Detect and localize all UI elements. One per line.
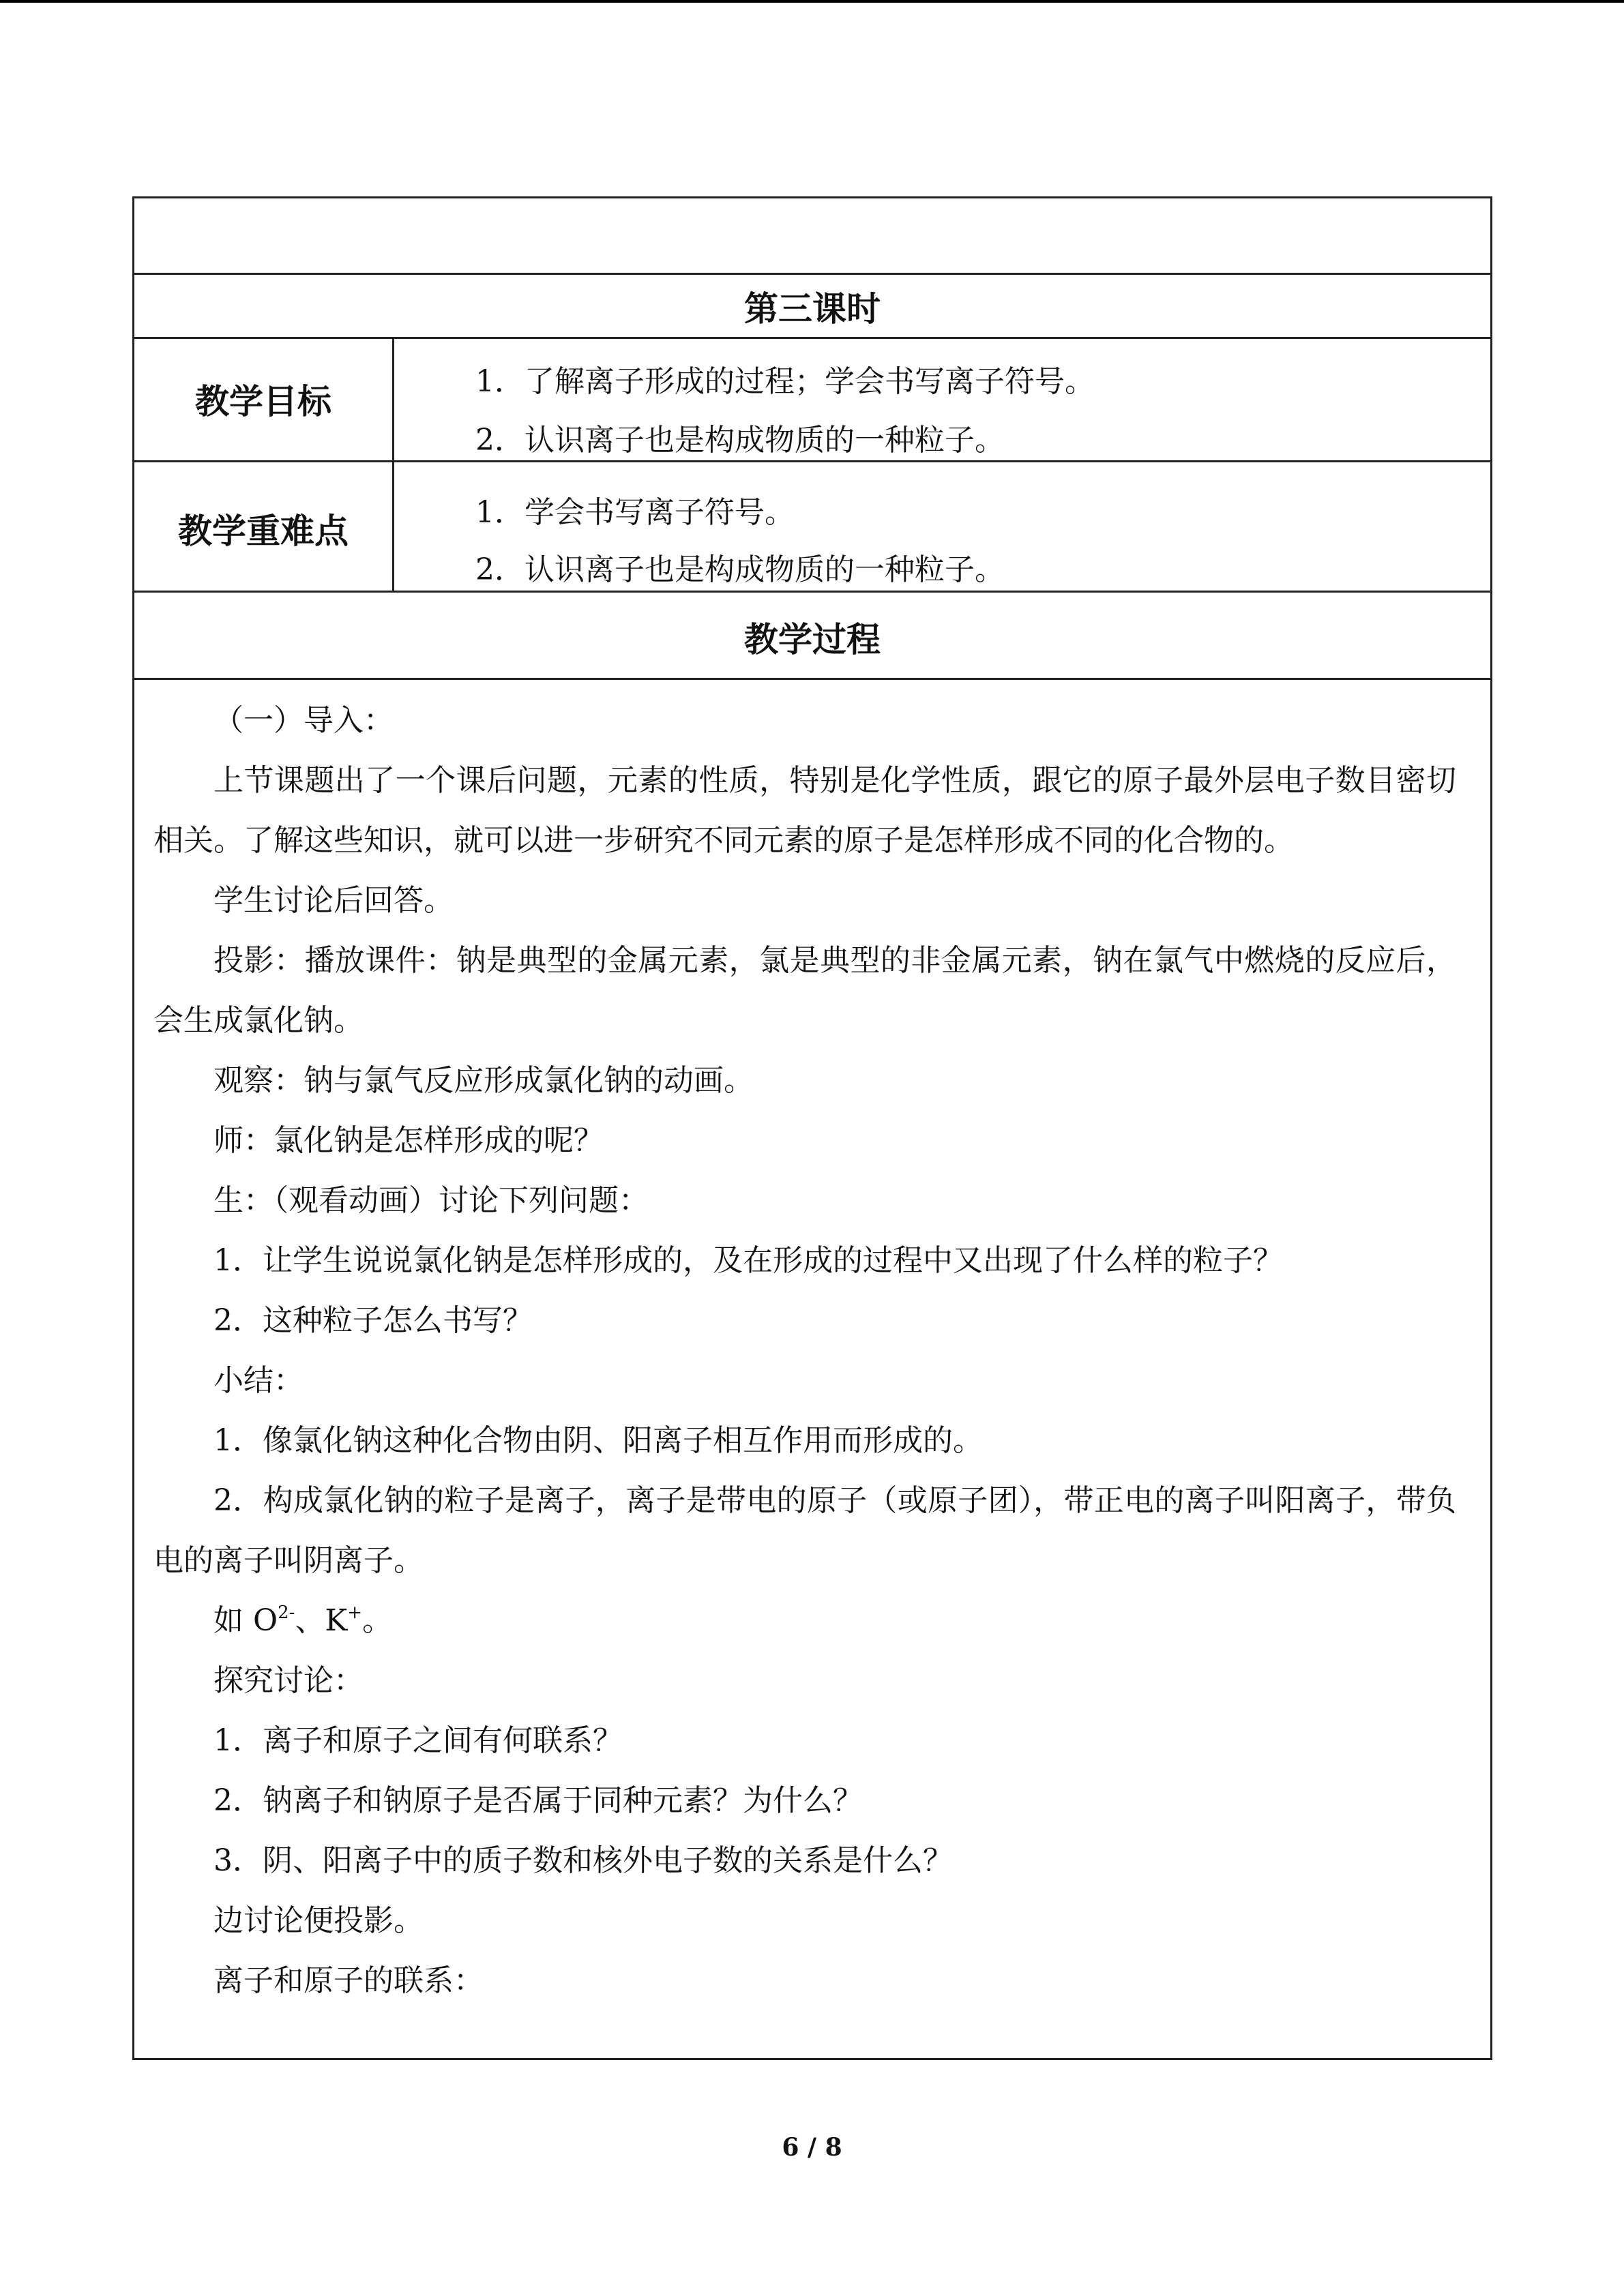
top-border-line (0, 0, 1624, 3)
paragraph: 上节课题出了一个课后问题，元素的性质，特别是化学性质，跟它的原子最外层电子数目密切相关。了解这些知识，就可以进一步研究不同元素的原子是怎样形成不同的化合物的。 (153, 763, 1456, 858)
example-text: 。 (362, 1603, 393, 1638)
key-point-item: 2．认识离子也是构成物质的一种粒子。 (475, 552, 1005, 587)
lesson-title: 第三课时 (744, 289, 881, 329)
row-divider (134, 337, 1490, 339)
paragraph: （一）导入： (213, 703, 394, 738)
row-divider (134, 460, 1490, 462)
objective-item: 2．认识离子也是构成物质的一种粒子。 (475, 423, 1005, 458)
row-divider (134, 678, 1490, 680)
row-divider (134, 273, 1490, 275)
paragraph: 学生讨论后回答。 (213, 883, 454, 918)
paragraph: 生：（观看动画）讨论下列问题： (213, 1183, 649, 1218)
paragraph: 1．离子和原子之间有何联系？ (213, 1723, 623, 1758)
ion-example (153, 1591, 1456, 1651)
process-body (153, 691, 1456, 2011)
lesson-plan-table (132, 196, 1492, 2060)
paragraph: 观察：钠与氯气反应形成氯化钠的动画。 (213, 1063, 754, 1098)
objective-item: 1．了解离子形成的过程；学会书写离子符号。 (475, 364, 1095, 399)
paragraph: 2．这种粒子怎么书写？ (213, 1303, 533, 1338)
example-text: 、K (295, 1603, 348, 1638)
column-divider (392, 337, 394, 593)
key-points-label: 教学重难点 (178, 511, 349, 551)
paragraph: 1．像氯化钠这种化合物由阴、阳离子相互作用而形成的。 (213, 1423, 983, 1458)
paragraph: 师：氯化钠是怎样形成的呢？ (213, 1123, 604, 1158)
oxygen-ion-charge: 2- (278, 1602, 295, 1623)
row-divider (134, 591, 1490, 593)
paragraph: 1．让学生说说氯化钠是怎样形成的，及在形成的过程中又出现了什么样的粒子？ (213, 1243, 1283, 1278)
potassium-ion-charge: + (347, 1602, 363, 1623)
example-text: 如 O (213, 1603, 278, 1638)
paragraph: 探究讨论： (213, 1663, 364, 1698)
paragraph: 小结： (213, 1363, 304, 1398)
page-number: 6 / 8 (782, 2133, 842, 2162)
paragraph: 投影：播放课件：钠是典型的金属元素，氯是典型的非金属元素，钠在氯气中燃烧的反应后，会生成氯化钠。 (153, 943, 1456, 1038)
process-title: 教学过程 (744, 620, 881, 659)
objectives-label: 教学目标 (195, 382, 331, 421)
paragraph: 3．阴、阳离子中的质子数和核外电子数的关系是什么？ (213, 1843, 953, 1878)
paragraph: 离子和原子的联系： (213, 1963, 484, 1998)
paragraph: 2．构成氯化钠的粒子是离子，离子是带电的原子（或原子团），带正电的离子叫阳离子，带负电的离子叫阴离子。 (153, 1483, 1456, 1578)
key-point-item: 1．学会书写离子符号。 (475, 495, 795, 530)
paragraph: 边讨论便投影。 (213, 1903, 424, 1938)
paragraph: 2．钠离子和钠原子是否属于同种元素？为什么？ (213, 1783, 863, 1818)
